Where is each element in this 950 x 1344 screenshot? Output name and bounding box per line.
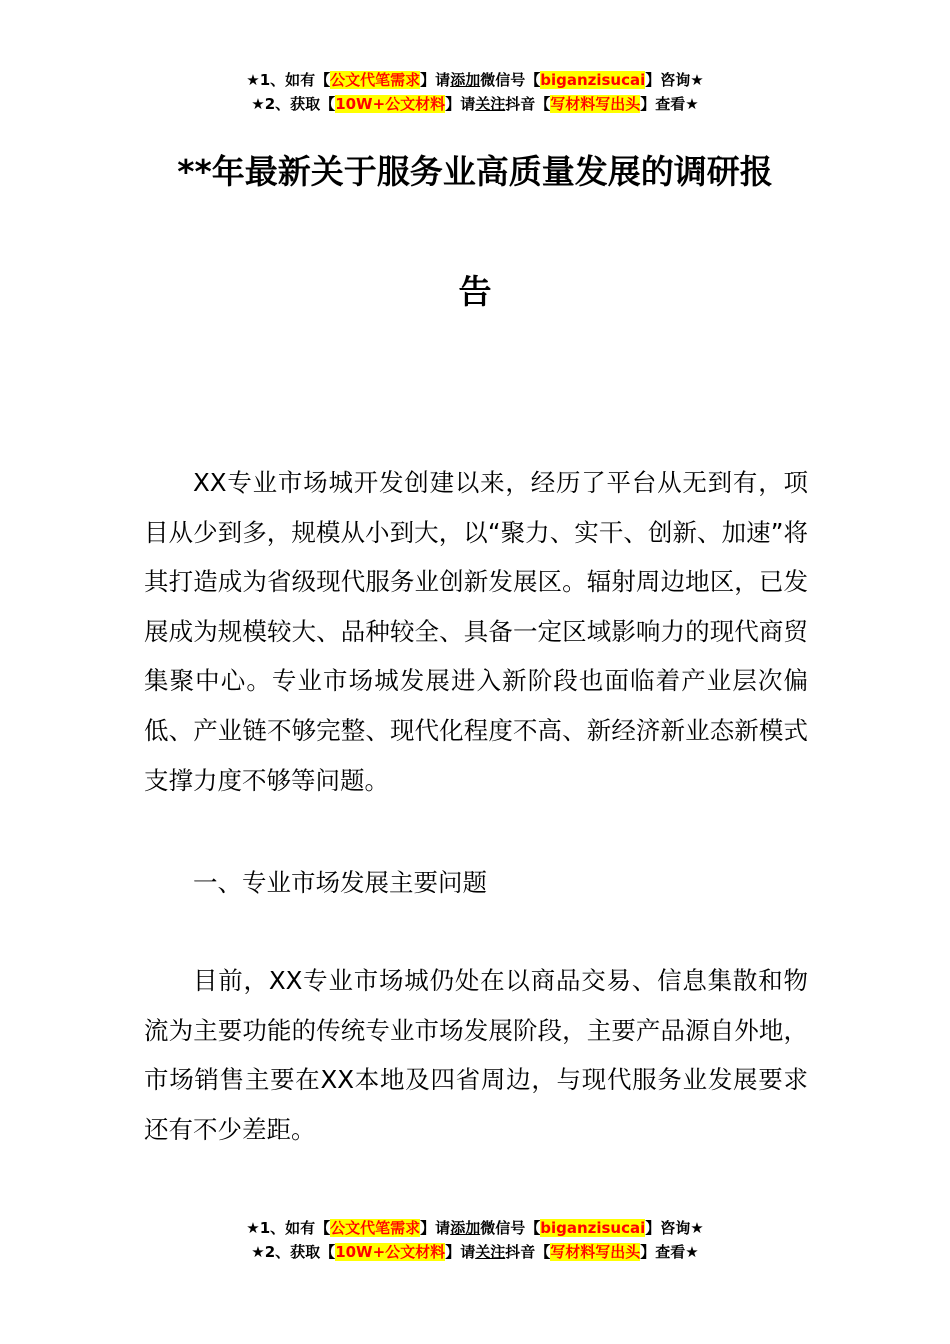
- banner-text: 微信号【: [480, 1219, 541, 1237]
- banner-line-1: [0, 68, 950, 92]
- banner-highlight: 公文代笔需求: [330, 71, 421, 89]
- banner-douyin-id: 写材料写出头: [550, 95, 641, 113]
- banner-highlight: 10W+公文材料: [335, 95, 446, 113]
- banner-line-2: [0, 1240, 950, 1264]
- banner-wechat-id: biganzisucai: [540, 71, 646, 89]
- banner-line-1: [0, 1216, 950, 1240]
- banner-text: 】请: [420, 1219, 451, 1237]
- banner-line-2: [0, 92, 950, 116]
- banner-text: 】咨询★: [645, 71, 704, 89]
- banner-text: ★2、获取【: [251, 95, 336, 113]
- banner-underlined-text: 关注: [475, 1243, 506, 1261]
- banner-text: 】咨询★: [645, 1219, 704, 1237]
- banner-text: 】请: [420, 71, 451, 89]
- banner-text: ★1、如有【: [246, 71, 331, 89]
- header-banner: [0, 68, 950, 116]
- banner-wechat-id: biganzisucai: [540, 1219, 646, 1237]
- banner-text: 】请: [445, 1243, 476, 1261]
- banner-highlight: 公文代笔需求: [330, 1219, 421, 1237]
- document-title-line-1: **年最新关于服务业高质量发展的调研报: [177, 152, 773, 191]
- paragraph-section-1: 目前，XX专业市场城仍处在以商品交易、信息集散和物流为主要功能的传统专业市场发展阶段，主要产品源自外地，市场销售主要在XX本地及四省周边，与现代服务业发展要求还有不少差距。: [144, 966, 808, 1144]
- banner-text: 】查看★: [640, 95, 699, 113]
- document-title-line-2: 告: [458, 272, 492, 311]
- banner-douyin-id: 写材料写出头: [550, 1243, 641, 1261]
- banner-underlined-text: 添加: [450, 71, 481, 89]
- banner-highlight: 10W+公文材料: [335, 1243, 446, 1261]
- section-heading-1: 一、专业市场发展主要问题: [193, 868, 487, 897]
- banner-text: ★2、获取【: [251, 1243, 336, 1261]
- banner-underlined-text: 添加: [450, 1219, 481, 1237]
- banner-text: 抖音【: [505, 1243, 551, 1261]
- banner-text: 】查看★: [640, 1243, 699, 1261]
- footer-banner: [0, 1216, 950, 1264]
- paragraph-intro: XX专业市场城开发创建以来，经历了平台从无到有，项目从少到多，规模从小到大，以“聚力、实干、创新、加速”将其打造成为省级现代服务业创新发展区。辐射周边地区，已发展成为规模较大、品种较全、具备一定区域影响力的现代商贸集聚中心。专业市场城发展进入新阶段也面临着产业层次偏低、产业链不够完整、现代化程度不高、新经济新业态新模式支撑力度不够等问题。: [144, 468, 808, 795]
- banner-text: 微信号【: [480, 71, 541, 89]
- banner-underlined-text: 关注: [475, 95, 506, 113]
- banner-text: 】请: [445, 95, 476, 113]
- banner-text: ★1、如有【: [246, 1219, 331, 1237]
- banner-text: 抖音【: [505, 95, 551, 113]
